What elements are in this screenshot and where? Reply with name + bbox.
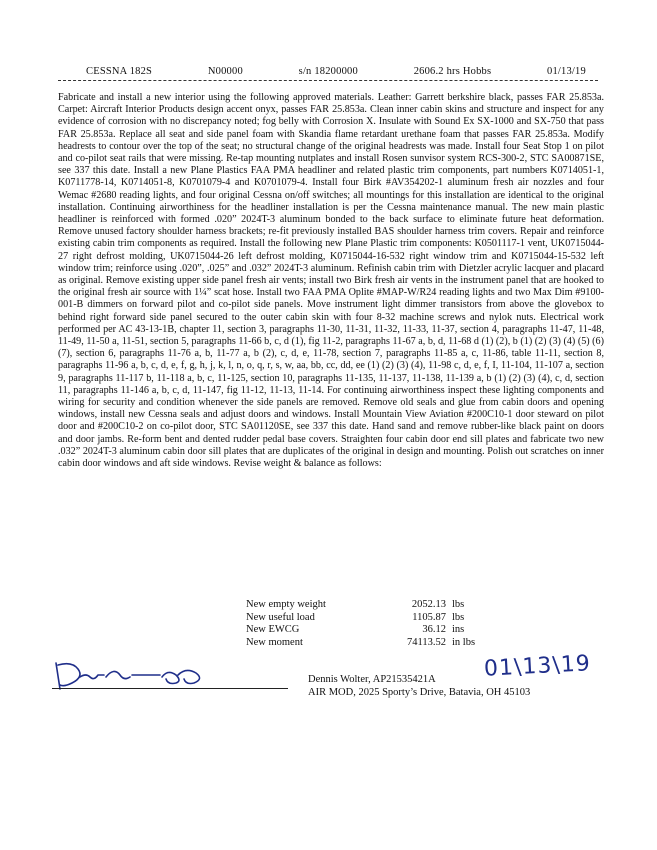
wb-unit: ins xyxy=(452,624,465,636)
table-row xyxy=(246,612,475,625)
wb-value: 36.12 xyxy=(422,624,446,636)
weight-balance-table xyxy=(246,599,475,649)
wb-unit: lbs xyxy=(452,611,465,623)
entry-date: 01/13/19 xyxy=(547,66,586,77)
wb-label: New EWCG xyxy=(246,624,300,636)
signer-address: AIR MOD, 2025 Sporty’s Drive, Batavia, OH 45103 xyxy=(308,687,531,698)
registration-number: N00000 xyxy=(207,66,243,77)
entry-header xyxy=(86,66,586,77)
work-description: Fabricate and install a new interior using the following approved materials. Leather: Garrett berkshire black, passes FAR 25.853a. Carpet: Aircraft Interior Products design accent onyx, passes FAR 25.853a. Clean inner cabin skins and structure and inspect for any evidence of corrosion with no discrepancy noted; fog belly with Corrosion X. Insulate with Sound Ex SX-1000 and SX-750 that pass FAR 25.853a. Replace all seat and side panel foam with Skandia flame retardant urethane foam that passes FAR 25.853a. Modify headrests to contour over the top of the seat; no structural change of the original headrests was made. Install four Seat Stop 1 on pilot and co-pilot seat rails that were missing. Re-tap mounting nutplates and install Rosen sunvisor system RCS-300-2, STC SA00871SE, see 337 this date. Install a new Plane Plastics FAA PMA headliner and related plastic trim components, part numbers K0714051-1, K0711778-14, K0714051-8, K0701079-4 and K0701079-4. Install four Birk #AV354202-1 aluminum fresh air nozzles and four Wemac #2680 reading lights, and four original Cessna on/off switches; all mountings for this installation are identical to the original installation. Continuing airworthiness for the headliner installation is per the Cessna maintenance manual. The new main plastic headliner is reinforced with formed .020” 2024T-3 aluminum bonded to the back surface to eliminate future heat deformation. Remove unused factory shoulder harness brackets; re-fit previously installed BAS shoulder harness trim covers. Repair and reinforce existing cabin trim components as required. Install the following new Plane Plastic trim components: K0501117-1 vent, UK0715044-27 right defrost molding, UK0715044-26 left defrost molding, K0715044-16-532 right window trim and K0715044-15-532 left window trim; reinforce using .020”, .025” and .032” 2024T-3 aluminum. Refinish cabin trim with Dietzler acrylic lacquer and placard as original. Remove existing upper side panel fresh air vents; install two Birk fresh air vents in the instrument panel that are hooked to the original fresh air source with 1¼” scat hose. Install two FAA PMA Oplite #MAP-W/R24 reading lights and two Max Dim #9100-001-B dimmers on forward pilot and co-pilot side panels. Move instrument light dimmer transistors from above the glovebox to behind right forward side panel secured to the outer cabin skin with four 8-32 machine screws and nylok nuts. Electrical work performed per AC 43-13-1B, chapter 11, section 3, paragraphs 11-30, 11-31, 11-32, 11-33, 11-37, section 4, paragraphs 11-47, 11-48, 11-49, 11-50 a, 11-51, section 5, paragraphs 11-66 b, c, d (1), fig 11-2, paragraphs 11-67 a, b, d, 11-68 d (1) (2), b (1) (2) (3) (4) (5) (6) (7), section 6, paragraphs 11-76 a, b, 11-77 a, b (2), c, d, e, 11-78, section 7, paragraphs 11-85 a, c, 11-86, table 11-11, section 8, paragraphs 11-96 a, b, c, d, e, f, g, h, j, k, l, n, o, q, r, s, w, aa, bb, cc, dd, ee (1) (2) (3) (4), 11-98 c, d, e, f, I, 11-104, 11-107 a, section 9, paragraphs 11-117 b, 11-118 a, b, c, 11-125, section 10, paragraphs 11-135, 11-137, 11-138, 11-139 a, b (1) (2) (3) (4), c, d, section 11, paragraphs 11-146 a, b, c, d, 11-147, fig 11-12, 11-13, 11-14. For continuing airworthiness inspect these lighting components and wiring for security and condition whenever the side panels are removed. Remove old seals and glue from cabin doors and opening windows, install new Cessna seals and adjust doors and windows. Install Mountain View Aviation #200C10-1 door steward on pilot door and #200C10-2 on co-pilot door, STC SA01120SE, see 337 this date. Hand sand and remove rubber-like black paint on doors and door jambs. Re-form bent and dented rudder pedal base covers. Straighten four cabin door end sill plates and fabricate two new .032” 2024T-3 aluminum cabin door sill plates that are duplicates of the original in design and mounting. Polish out scratches on inner cabin door windows and aft side windows. Revise weight & balance as follows: xyxy=(58,92,604,470)
handwritten-date: 01\13\19 xyxy=(483,651,592,682)
table-row xyxy=(246,624,475,637)
table-row xyxy=(246,599,475,612)
signature-line xyxy=(52,688,288,689)
hobbs-time: 2606.2 hrs Hobbs xyxy=(413,66,492,77)
signer-name: Dennis Wolter, AP21535421A xyxy=(308,674,436,685)
handwritten-signature xyxy=(50,655,230,695)
wb-value: 74113.52 xyxy=(407,636,446,648)
wb-unit: lbs xyxy=(452,599,465,610)
wb-value: 1105.87 xyxy=(412,611,446,623)
wb-label: New moment xyxy=(246,636,303,648)
serial-number: s/n 18200000 xyxy=(298,66,358,77)
aircraft-model: CESSNA 182S xyxy=(86,66,153,77)
table-row xyxy=(246,637,475,650)
wb-unit: in lbs xyxy=(452,636,476,648)
wb-value: 2052.13 xyxy=(411,599,446,610)
dashed-divider xyxy=(58,80,598,81)
wb-label: New empty weight xyxy=(246,599,326,610)
wb-label: New useful load xyxy=(246,611,315,623)
